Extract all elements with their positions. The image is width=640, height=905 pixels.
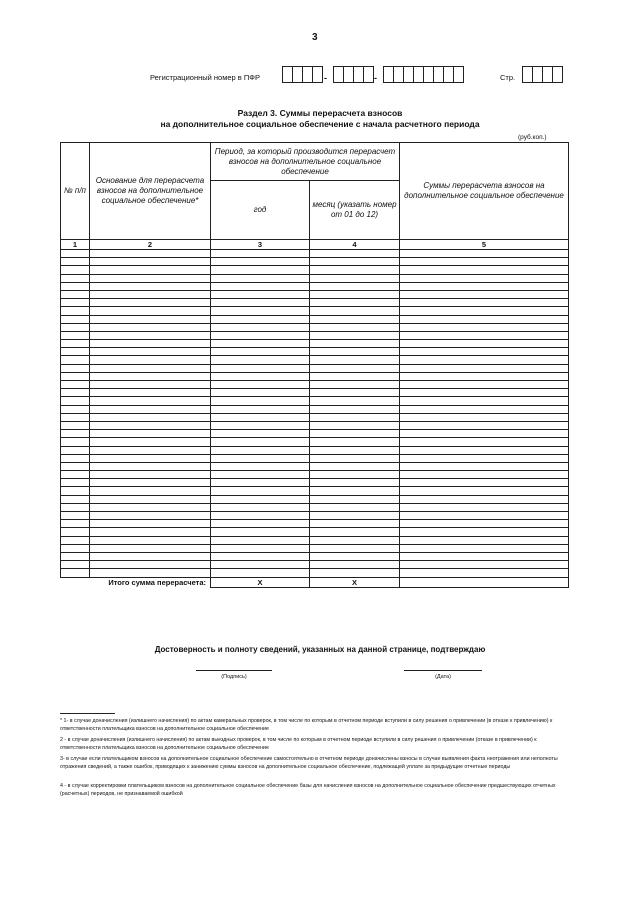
table-cell[interactable] [90,536,211,544]
table-row [61,528,569,536]
table-row [61,503,569,511]
table-row [61,364,569,372]
table-cell[interactable] [61,503,90,511]
table-row [61,299,569,307]
table-cell[interactable] [90,561,211,569]
table-cell[interactable] [211,323,310,331]
total-month-cell: X [310,577,400,587]
table-cell[interactable] [310,552,400,560]
table-cell[interactable] [211,446,310,454]
table-cell[interactable] [400,381,569,389]
table-cell[interactable] [61,454,90,462]
table-cell[interactable] [310,405,400,413]
table-cell[interactable] [400,290,569,298]
table-cell[interactable] [90,266,211,274]
column-number: 3 [211,240,310,250]
table-cell[interactable] [211,438,310,446]
table-cell[interactable] [90,381,211,389]
table-cell[interactable] [310,479,400,487]
table-row [61,340,569,348]
table-row [61,413,569,421]
table-cell[interactable] [90,389,211,397]
table-cell[interactable] [310,503,400,511]
table-cell[interactable] [90,290,211,298]
table-cell[interactable] [211,258,310,266]
table-cell[interactable] [90,250,211,258]
table-cell[interactable] [211,430,310,438]
table-cell[interactable] [310,331,400,339]
table-cell[interactable] [90,479,211,487]
signature-line[interactable] [196,670,272,671]
recalculation-table [60,142,569,588]
table-cell[interactable] [400,323,569,331]
table-cell[interactable] [400,438,569,446]
table-cell[interactable] [211,299,310,307]
table-row [61,471,569,479]
table-cell[interactable] [90,552,211,560]
table-cell[interactable] [90,446,211,454]
table-cell[interactable] [90,364,211,372]
table-row [61,323,569,331]
table-cell[interactable] [90,454,211,462]
table-cell[interactable] [61,274,90,282]
table-cell[interactable] [61,413,90,421]
total-year-cell: X [211,577,310,587]
table-cell[interactable] [90,462,211,470]
table-cell[interactable] [211,413,310,421]
date-line[interactable] [404,670,482,671]
table-cell[interactable] [211,315,310,323]
table-row [61,446,569,454]
table-cell[interactable] [90,544,211,552]
table-cell[interactable] [61,340,90,348]
column-number: 2 [90,240,211,250]
table-cell[interactable] [310,544,400,552]
table-cell[interactable] [90,430,211,438]
table-row [61,438,569,446]
table-cell[interactable] [400,421,569,429]
table-cell[interactable] [61,495,90,503]
footnote-3: 3- в случае если плательщиком взносов на дополнительное социальное обеспечение самостоятельно в отчетном периоде доначислены взносы в случае выявления факта неотражения или неполноты отражения сведений, а также ошибок, приводящих к занижению суммы взносов на дополнительное социальное обеспечение, подлежащей уплате за предыдущие отчетные периоды [60,756,558,770]
table-cell[interactable] [90,405,211,413]
table-cell[interactable] [310,266,400,274]
table-row [61,569,569,577]
table-cell[interactable] [90,282,211,290]
table-row [61,389,569,397]
total-label: Итого сумма перерасчета: [61,577,211,587]
table-cell[interactable] [400,544,569,552]
table-cell[interactable] [211,274,310,282]
header-month: месяц (указать номер от 01 до 12) [310,181,400,240]
total-sum-cell[interactable] [400,577,569,587]
reg-number-part1[interactable] [282,66,323,83]
table-cell[interactable] [90,372,211,380]
table-cell[interactable] [310,536,400,544]
table-cell[interactable] [310,446,400,454]
table-row [61,331,569,339]
table-cell[interactable] [310,307,400,315]
table-cell[interactable] [211,381,310,389]
table-cell[interactable] [90,307,211,315]
table-cell[interactable] [400,340,569,348]
table-cell[interactable] [61,561,90,569]
table-cell[interactable] [90,487,211,495]
table-cell[interactable] [310,348,400,356]
table-cell[interactable] [211,282,310,290]
table-cell[interactable] [400,397,569,405]
table-cell[interactable] [61,479,90,487]
table-row [61,290,569,298]
table-cell[interactable] [211,421,310,429]
table-cell[interactable] [90,528,211,536]
table-cell[interactable] [61,512,90,520]
table-cell[interactable] [61,446,90,454]
table-cell[interactable] [400,536,569,544]
table-cell[interactable] [211,454,310,462]
table-row [61,512,569,520]
table-cell[interactable] [61,364,90,372]
table-cell[interactable] [400,561,569,569]
header-year: год [211,181,310,240]
table-cell[interactable] [90,569,211,577]
table-cell[interactable] [310,381,400,389]
table-cell[interactable] [400,405,569,413]
table-cell[interactable] [400,512,569,520]
table-cell[interactable] [61,258,90,266]
section-subtitle: на дополнительное социальное обеспечение с начала расчетного периода [160,119,480,129]
table-cell[interactable] [61,397,90,405]
date-caption: (Дата) [435,674,451,680]
table-cell[interactable] [211,340,310,348]
header-basis: Основание для перерасчета взносов на дополнительное социальное обеспечение* [90,143,211,240]
header-period: Период, за который производится перерасчет взносов на дополнительное социальное обеспечение [211,143,400,181]
table-cell[interactable] [310,512,400,520]
table-row [61,495,569,503]
table-cell[interactable] [400,331,569,339]
table-cell[interactable] [211,364,310,372]
table-cell[interactable] [400,299,569,307]
table-cell[interactable] [90,520,211,528]
table-cell[interactable] [211,331,310,339]
table-row [61,462,569,470]
table-cell[interactable] [61,389,90,397]
table-cell[interactable] [310,413,400,421]
table-row [61,561,569,569]
table-cell[interactable] [310,274,400,282]
table-row [61,250,569,258]
table-cell[interactable] [310,462,400,470]
table-cell[interactable] [310,487,400,495]
table-cell[interactable] [211,520,310,528]
table-cell[interactable] [61,323,90,331]
table-cell[interactable] [61,421,90,429]
table-row [61,348,569,356]
table-cell[interactable] [90,503,211,511]
table-cell[interactable] [310,372,400,380]
table-cell[interactable] [310,569,400,577]
table-cell[interactable] [400,413,569,421]
footnote-divider [60,713,115,714]
table-cell[interactable] [90,340,211,348]
column-number: 4 [310,240,400,250]
table-cell[interactable] [400,250,569,258]
table-row [61,552,569,560]
table-cell[interactable] [310,430,400,438]
table-cell[interactable] [61,250,90,258]
table-cell[interactable] [211,479,310,487]
table-cell[interactable] [310,421,400,429]
table-cell[interactable] [61,462,90,470]
table-cell[interactable] [310,299,400,307]
table-row [61,454,569,462]
table-cell[interactable] [211,528,310,536]
table-cell[interactable] [310,290,400,298]
table-cell[interactable] [61,471,90,479]
table-cell[interactable] [400,487,569,495]
table-row [61,381,569,389]
table-cell[interactable] [211,495,310,503]
table-cell[interactable] [90,438,211,446]
table-cell[interactable] [61,356,90,364]
table-cell[interactable] [310,389,400,397]
table-cell[interactable] [211,552,310,560]
reg-separator: - [374,73,377,83]
confirmation-text: Достоверность и полноту сведений, указанных на данной странице, подтверждаю [154,645,486,654]
table-cell[interactable] [61,405,90,413]
table-cell[interactable] [400,372,569,380]
table-row [61,258,569,266]
table-cell[interactable] [90,397,211,405]
table-row [61,479,569,487]
table-row [61,430,569,438]
reg-number-part3[interactable] [383,66,464,83]
table-cell[interactable] [310,258,400,266]
table-cell[interactable] [400,356,569,364]
table-cell[interactable] [61,266,90,274]
table-cell[interactable] [61,307,90,315]
table-cell[interactable] [400,503,569,511]
table-cell[interactable] [61,520,90,528]
table-cell[interactable] [310,520,400,528]
signature-caption: (Подпись) [221,674,247,680]
table-cell[interactable] [61,331,90,339]
registration-label: Регистрационный номер в ПФР [150,73,260,82]
table-cell[interactable] [211,487,310,495]
table-cell[interactable] [400,282,569,290]
table-row [61,536,569,544]
table-cell[interactable] [90,413,211,421]
table-cell[interactable] [61,528,90,536]
table-cell[interactable] [400,274,569,282]
table-cell[interactable] [90,315,211,323]
footnote-4: 4 - в случае корректировки плательщиком взносов на дополнительное социальное обеспечение базы для начисления взносов на дополнительное социальное обеспечение предшествующих отчетных (расчетных) периодов, не признаваемой ошибкой [60,783,556,797]
table-cell[interactable] [90,471,211,479]
table-cell[interactable] [61,348,90,356]
table-row [61,307,569,315]
table-cell[interactable] [400,266,569,274]
table-cell[interactable] [211,503,310,511]
table-cell[interactable] [400,479,569,487]
table-cell[interactable] [400,258,569,266]
table-cell[interactable] [400,364,569,372]
table-cell[interactable] [400,495,569,503]
column-number: 5 [400,240,569,250]
table-cell[interactable] [211,389,310,397]
table-cell[interactable] [211,372,310,380]
table-cell[interactable] [61,299,90,307]
table-cell[interactable] [61,536,90,544]
section-title: Раздел 3. Суммы перерасчета взносов [237,108,403,118]
table-cell[interactable] [400,471,569,479]
table-cell[interactable] [61,552,90,560]
table-cell[interactable] [310,561,400,569]
table-cell[interactable] [90,299,211,307]
table-cell[interactable] [400,454,569,462]
reg-number-part2[interactable] [333,66,374,83]
table-row [61,266,569,274]
table-cell[interactable] [400,528,569,536]
table-cell[interactable] [61,282,90,290]
table-cell[interactable] [90,274,211,282]
table-cell[interactable] [310,364,400,372]
table-cell[interactable] [310,454,400,462]
unit-label: (руб.коп.) [518,134,547,141]
table-cell[interactable] [211,405,310,413]
table-cell[interactable] [310,528,400,536]
table-cell[interactable] [400,552,569,560]
table-cell[interactable] [400,520,569,528]
table-cell[interactable] [211,561,310,569]
table-cell[interactable] [61,544,90,552]
table-row [61,544,569,552]
table-cell[interactable] [211,569,310,577]
table-cell[interactable] [211,356,310,364]
table-row [61,356,569,364]
table-row [61,397,569,405]
table-cell[interactable] [211,290,310,298]
header-number: № п/п [61,143,90,240]
table-cell[interactable] [90,495,211,503]
table-cell[interactable] [211,307,310,315]
table-cell[interactable] [90,348,211,356]
table-cell[interactable] [211,250,310,258]
table-cell[interactable] [211,348,310,356]
table-cell[interactable] [211,544,310,552]
page-number-cells[interactable] [522,66,563,83]
page-number: 3 [312,32,318,43]
table-cell[interactable] [310,315,400,323]
table-cell[interactable] [400,430,569,438]
table-cell[interactable] [90,258,211,266]
table-row [61,282,569,290]
table-cell[interactable] [61,430,90,438]
table-cell[interactable] [61,487,90,495]
table-cell[interactable] [400,389,569,397]
reg-separator: - [324,73,327,83]
table-cell[interactable] [310,495,400,503]
table-cell[interactable] [90,512,211,520]
table-cell[interactable] [61,569,90,577]
table-cell[interactable] [211,462,310,470]
table-cell[interactable] [61,290,90,298]
table-cell[interactable] [400,307,569,315]
footnote-2: 2 - в случае доначисления (излишнего начисления) по актам выездных проверок, в том числе по которым в отчетном периоде вступили в силу решения о привлечении (отказе в привлечении) к ответственности плательщика взносов на дополнительное социальное обеспечение [60,737,537,751]
column-number: 1 [61,240,90,250]
table-cell[interactable] [90,323,211,331]
table-cell[interactable] [310,340,400,348]
table-row [61,405,569,413]
table-cell[interactable] [400,446,569,454]
table-row [61,372,569,380]
table-cell[interactable] [61,315,90,323]
table-cell[interactable] [310,356,400,364]
header-sum: Суммы перерасчета взносов на дополнительное социальное обеспечение [400,143,569,240]
table-cell[interactable] [211,471,310,479]
table-cell[interactable] [310,323,400,331]
table-cell[interactable] [400,315,569,323]
table-cell[interactable] [400,348,569,356]
table-cell[interactable] [61,372,90,380]
table-cell[interactable] [400,569,569,577]
page-label: Стр. [500,73,516,82]
table-cell[interactable] [61,438,90,446]
table-row [61,487,569,495]
table-cell[interactable] [310,438,400,446]
table-row [61,520,569,528]
table-cell[interactable] [90,356,211,364]
table-cell[interactable] [211,536,310,544]
table-row [61,274,569,282]
table-cell[interactable] [310,397,400,405]
table-cell[interactable] [211,397,310,405]
table-cell[interactable] [90,331,211,339]
footnote-1: * 1- в случае доначисления (излишнего начисления) по актам камеральных проверок, в том числе по которым в отчетном периоде вступили в силу решения о привлечении (в отказе к привлечению) к ответственности плательщика взносов на дополнительное социальное обеспечение [60,718,553,732]
table-cell[interactable] [310,250,400,258]
table-cell[interactable] [211,266,310,274]
table-row [61,315,569,323]
table-cell[interactable] [211,512,310,520]
table-cell[interactable] [310,282,400,290]
table-cell[interactable] [61,381,90,389]
table-row [61,421,569,429]
table-cell[interactable] [400,462,569,470]
table-cell[interactable] [310,471,400,479]
table-cell[interactable] [90,421,211,429]
